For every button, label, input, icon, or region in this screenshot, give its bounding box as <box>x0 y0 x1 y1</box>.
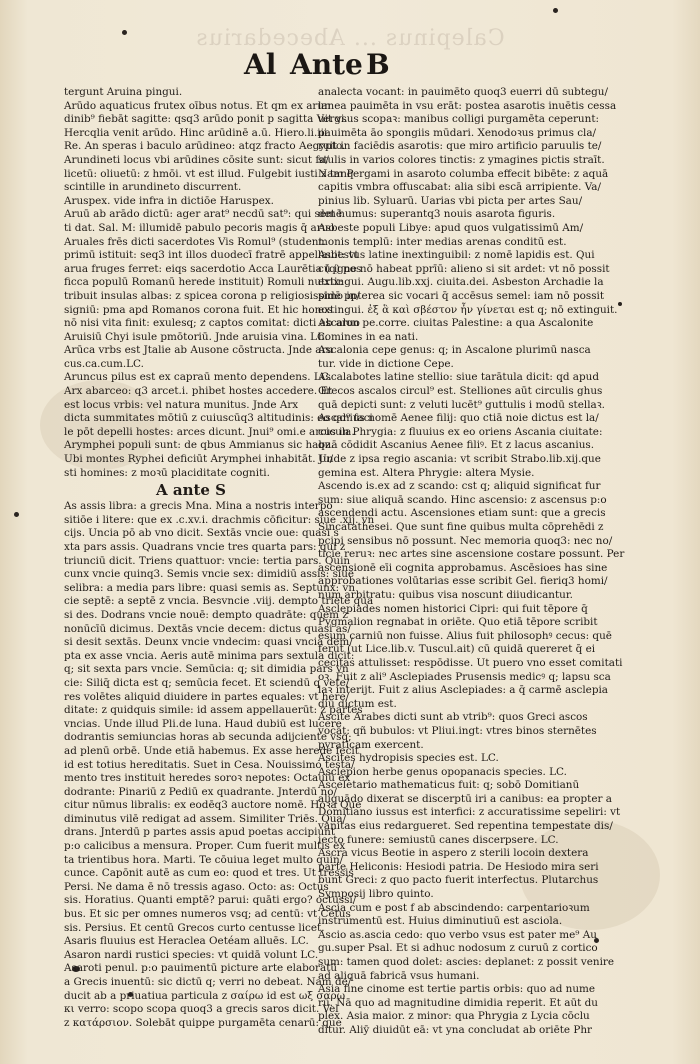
text-line: dicta summitates mōtiū z cuiuscūq3 altitudinis: eo qd⁹ faci <box>64 412 373 425</box>
text-line: iecto funere: semiustū canes discerpsere. LC. <box>318 833 559 846</box>
text-line: laꝛ interijt. Fuit z alius Asclepiades: a q̄ carmē asclepia <box>318 684 608 697</box>
text-line: Grecos ascalos circul⁹ est. Stelliones aūt circulis ghus <box>318 385 603 398</box>
text-line: Arx abarceo: q3 arcet.i. phibet hostes accedere. Et <box>64 385 333 398</box>
text-line: p:o calicibus a mensura. Proper. Cum fuerit multis ex <box>64 840 346 853</box>
text-line: sitiōe i litere: que ex .c.xv.i. drachmis cōficitur: siue .xij. vn <box>64 513 375 526</box>
text-line: homines in ea nati. <box>318 330 419 343</box>
text-line: Aruū ab arādo dictū: ager arat⁹ necdū sat⁹: qui semē <box>64 208 343 221</box>
text-line: extingui. ἐξ ἃ καὶ σβέστον ἦν γίνεται est q; nō extinguit. <box>318 303 618 316</box>
text-line: Unde z ipsa regio ascania: vt scribit Strabo.lib.xij.que <box>318 453 601 466</box>
text-line: nonūcīū dicimus. Dextās vncie decem: dictus quasi as/ <box>64 622 351 635</box>
text-line: cus.ca.cum.LC. <box>64 357 144 370</box>
section-heading: A ante S <box>155 481 226 500</box>
text-line: arua fruges ferret: eiqs sacerdotio Acca Laurētia (q) pos <box>64 262 362 275</box>
text-line: tribuit insulas albas: z spicea corona p religiosissimo in/ <box>64 289 360 302</box>
text-line: Asclepion herbe genus opopanacis species. LC. <box>318 765 567 778</box>
text-line: instrumentū est. Huius diminutiuū est asciola. <box>318 915 563 928</box>
text-line: Ubi montes Ryphei deficiūt Arymphei inhabitāt. Ju/ <box>64 453 334 466</box>
text-line: bunt Greci: z quo pacto fuerit interfectus. Plutarchus <box>318 874 599 887</box>
text-line: cie: Siliq̄ dicta est q; semūcia fecet. Et sciendū q vete/ <box>64 676 350 689</box>
text-line: z κατάρσιον. Solebāt quippe purgamēta cenarū: que <box>64 1016 342 1029</box>
text-line: ad plenū orbē. Unde etiā habemus. Ex asse herede fecit <box>64 744 359 757</box>
header-left: Al <box>244 48 277 81</box>
text-line: mento tres instituit heredes soroꝛ nepotes: Octauiū ex <box>64 772 351 785</box>
text-line: Asaron nardi rustici species: vt quidā volunt LC. <box>64 948 319 961</box>
text-line: sum: siue aliquā scando. Hinc ascensio: z ascensus p:o <box>318 493 607 506</box>
text-line: monis templū: inter medias arenas conditū est. <box>318 235 567 248</box>
text-line: Asbestus latine inextinguibil: z nomē lapidis est. Qui <box>318 249 595 262</box>
text-line: parte Heliconis: Hesiodi patria. De Hesiodo mira seri <box>318 860 599 873</box>
text-line: ad aliquā fabricā vsus humani. <box>318 969 480 982</box>
text-line: est locus vrbis: vel natura munitus. Jnde Arx <box>64 398 299 411</box>
text-line: vncias. Unde illud Pli.de luna. Haud dubiū est lucere <box>64 717 342 730</box>
text-line: sti homines: z moꝛū placiditate cogniti. <box>64 466 270 479</box>
text-line: ascendendi actu. Ascensiones etiam sunt: que a grecis <box>318 507 606 520</box>
text-line: Ascra vicus Beotie in aspero z sterili locoin dextera <box>318 847 589 860</box>
text-line: Hercqlia venit arūdo. Hinc arūdinē a.ū. Hiero.li.iii. <box>64 126 331 139</box>
text-line: ficca populū Romanū herede instituit) Romuli nutrix: <box>64 276 343 289</box>
worm-hole <box>14 512 19 517</box>
text-line: cū igne nō habeat pprīū: alieno si sit ardet: vt nō possit <box>318 262 610 275</box>
header-center: Ante <box>290 48 363 81</box>
text-line: Asclepiades nomen historici Cipri: qui fuit tēpore q̄ <box>318 602 588 615</box>
text-line: dodrante: Pinariū z Pediū ex quadrante. Jnterdū no/ <box>64 785 337 798</box>
text-line: ascensionē eīi cognita approbamus. Ascēsioes has sine <box>318 561 608 574</box>
text-line: triunciū dicit. Triens quattuor: vncie: tertia pars. Quin <box>64 554 351 567</box>
text-line: a Grecis inuentū: sic dictū q; verri no debeat. Nam de/ <box>64 976 352 988</box>
right-column <box>318 86 625 1038</box>
text-line: cunx vncie quinq3. Semis vncie sex: dimidiū assis: siue <box>64 568 355 581</box>
text-line: pauimēta āo spongiis mūdari. Xenodoꝛus primus cla/ <box>318 126 597 139</box>
text-line: primū istituit: seq3 int illos duodecī fratrē appellauit: vt <box>64 249 359 262</box>
text-line: si des. Dodrans vncie nouē: dempto quadrāte: quem z <box>64 608 348 621</box>
text-line: Arūdo aquaticus frutex oībus notus. Et qm ex arun <box>64 99 331 112</box>
text-line: sis. Persius. Et centū Grecos curto centusse licet. <box>64 921 325 934</box>
text-line: pinius lib. Syluarū. Uarias vbi picta per artes Sau/ <box>318 194 583 207</box>
text-line: cie septē: a septē z vncia. Besvncie .viij. dempto triete qua <box>64 595 374 608</box>
text-line: uit vsus scopaꝛ: manibus colligi purgamēta ceperunt: <box>318 113 599 126</box>
text-line: ferūt (ut Lice.lib.v. Tuscul.ait) cū quidā quereret q̄ ei <box>318 643 596 656</box>
text-line: ta trientibus hora. Marti. Te cōuiua leget multo quin/ <box>64 853 344 866</box>
text-line: Ascite Arabes dicti sunt ab vtrib⁹: quos Greci ascos <box>318 711 588 724</box>
text-line: vanitas eius redargueret. Sed repentina tempestate dis/ <box>318 820 613 833</box>
text-line: Ascites hydropisis species est. LC. <box>318 752 499 765</box>
text-line: stulis in varios colores tinctis: z ymagines pictis straīt. <box>318 153 605 166</box>
text-line: capitis vmbra offuscabat: alia sibi escā arripiente. Va/ <box>318 181 601 194</box>
text-line: cecitas attulisset: respōdisse. Ut puero vno esset comitati <box>318 656 623 669</box>
text-line: le pōt depelli hostes: arces dicunt. Jnui⁹ omi.e arcicula. <box>64 425 355 438</box>
text-line: xta pars assis. Quadrans vncie tres quarta pars: qui z <box>64 541 346 553</box>
text-line: extingui. Augu.lib.xxj. ciuita.dei. Asbeston Archadie la <box>318 276 604 289</box>
text-line: Arymphei populi sunt: de qbus Ammianus sic habz. <box>64 439 334 452</box>
text-line: si desit sextās. Deunx vncie vndecim: quasi vncia dem/ <box>64 636 353 649</box>
text-line: Arūca vrbs est Jtalie ab Ausone cōstructa. Jnde aru <box>64 344 334 357</box>
text-line: approbationes volūtarias esse scribit Gel. fieriq3 homi/ <box>318 575 608 588</box>
text-line: Ascalonia cepe genus: q; in Ascalone plurimū nasca <box>318 344 591 357</box>
text-line: q; sit sexta pars vncie. Semūcia: q; sit dimidia pars vn <box>64 663 349 676</box>
text-line: Sincatathesei. Que sunt fine quibus multa cōprehēdi z <box>318 521 604 533</box>
text-line: citur nūmus libralis: ex eodēq3 auctore nomē. Hoꝛa Que <box>64 799 362 812</box>
text-line: gu.super Psal. Et si adhuc nodosum z curuū z cortico <box>318 942 598 955</box>
text-line: Aruales frēs dicti sacerdotes Vis Romul⁹ (student. <box>64 235 326 248</box>
text-line: tur. vide in dictione Cepe. <box>318 357 454 370</box>
text-line: quā depicti sunt: z veluti lucēt⁹ guttulis i modū stellaꝛ. <box>318 398 605 411</box>
worm-hole <box>618 302 622 306</box>
text-line: Asaris fluuius est Heraclea Oetéam alluēs. LC. <box>64 935 309 948</box>
text-line: analecta vocant: in pauimēto quoq3 euerri dū subtegu/ <box>318 86 608 98</box>
text-line: sum: tamen quod dolet: ascies: deplanet: z possit venire <box>318 956 615 968</box>
text-line: plex. Asia maior. z minor: qua Phrygia z Lycia cōclu <box>318 1010 590 1023</box>
text-line: scintille in arundineto discurrent. <box>64 181 242 194</box>
text-line: pcipi sensibus nō possunt. Nec memoria quoq3: nec no/ <box>318 534 613 547</box>
text-line: det humus: superantq3 nouis asarota figuris. <box>318 208 556 221</box>
text-line: Pygmalion regnabat in oriēte. Quo etiā tēpore scribit <box>318 616 598 629</box>
text-line: κι verro: scopo scopa quoq3 a grecis saros dicit. Vel <box>64 1003 339 1016</box>
text-line: cus in Phrygia: z fluuius ex eo oriens Ascania ciuitate: <box>318 425 603 438</box>
text-line: gemina est. Altera Phrygie: altera Mysie. <box>318 466 535 479</box>
text-line: Aruspex. vide infra in dictiōe Haruspex. <box>64 194 274 207</box>
text-line: ditur. Aliȳ diuidūt eā: vt yna concludat ab oriēte Phr <box>318 1023 593 1036</box>
text-line: rū. Nā quo ad magnitudine dimidia reperit. Et aūt du <box>318 996 598 1009</box>
text-line: Domitiano iussus est interfici: z accuratissime sepeliri: vt <box>318 806 621 819</box>
text-line: Asbeste populi Libye: apud quos vulgatissimū Am/ <box>318 221 584 234</box>
text-line: Ascanius nomē Aenee filij: quo ctiā noie dictus est la/ <box>318 412 599 425</box>
text-line: diū dictum est. <box>318 697 397 710</box>
text-line: Ascalabotes latine stellio: siue tarātula dicit: qd apud <box>318 371 599 384</box>
text-line: res volētes aliquid diuidere in partes equales: vt here/ <box>64 690 350 703</box>
worm-hole <box>553 8 558 13</box>
text-line: cunce. Capōnit autē as cum eo: quod et tres. Ut tressis <box>64 867 354 880</box>
text-line: Symposij libro quinto. <box>318 888 434 901</box>
text-line: ditate: z quidquis simile: id assem appellauerūt: z partes <box>64 704 363 717</box>
text-line: id est totius hereditatis. Suet in Cesa. Nouissimo testa/ <box>64 758 355 771</box>
text-line: signiū: pma apd Romanos corona fuit. Et hic honos <box>64 303 333 316</box>
running-header <box>0 48 700 84</box>
text-line: cijs. Uncia pō ab vno dicit. Sextās vncie oue: quasi s <box>64 527 339 540</box>
text-line: dodrantis semiuncias horas ab secunda adijciente vsq; <box>64 731 352 744</box>
text-line: Asceletario mathematicus fuit: q; sobō Domitianū <box>318 779 580 792</box>
text-line: ti dat. Sal. M: illumidē pabulo pecoris magis q̄ aruo <box>64 221 335 234</box>
text-line: esum carniū non fuisse. Alius fuit philosophꝰ cecus: quē <box>318 629 612 642</box>
text-line: num arbitratu: quibus visa noscunt diiudicantur. <box>318 588 573 601</box>
text-line: ducit ab a priuatiua particula z σαίρω id est ωξ σαρω <box>64 989 346 1002</box>
header-right: B <box>366 48 390 81</box>
text-line: drans. Jnterdū p partes assis apud poetas accipiunt <box>64 826 336 839</box>
text-line: aliquādo dixerat se discerptū iri a canibus: ea propter a <box>318 792 612 805</box>
text-line: Ascalon pe.corre. ciuitas Palestine: a qua Ascalonite <box>318 317 594 330</box>
text-line: ruit in faciēdis asarotis: que miro artificio paruulis te/ <box>318 140 602 153</box>
text-line: sis. Horatius. Quanti emptē? parui: quāti ergo? octussi/ <box>64 894 357 907</box>
text-line: bus. Et sic per omnes numeros vsq; ad centū: vt Cētus <box>64 908 351 921</box>
text-line: Arundineti locus vbi arūdines cōsite sunt: sicut fa/ <box>64 153 329 166</box>
text-line: licetū: oliuetū: z hmōi. vt est illud. Fulgebit iusti z tanq̄ <box>64 167 354 180</box>
text-line: pidē ppterea sic vocari q̄ accēsus semel: iam nō possit <box>318 289 605 302</box>
text-line: Ascio as.ascia cedo: quo verbo vsus est pater me⁹ Au <box>318 928 597 941</box>
text-line: Persi. Ne dama ē nō tressis agaso. Octo: as: Octus <box>64 880 329 893</box>
text-line: selibra: a media pars libre: quasi semis as. Septunx: vn <box>64 581 356 594</box>
show-through-text: Calepinus ... Abecedarius <box>195 26 505 51</box>
text-line: Ascendo is.ex ad z scando: cst q; aliquid significat fur <box>318 480 601 493</box>
right-column-lines <box>318 86 625 1038</box>
text-line: vocāt: qñ bubulos: vt Pliui.ingt: vtres binos sternētes <box>318 724 597 737</box>
text-line: oꝛ. Fuit z ali⁹ Asclepiades Prusensis medicꝰ q; lapsu sca <box>318 670 611 683</box>
text-line: nō nisi vita finit: exulesq; z captos comitat: dicti ab aruo <box>64 317 360 330</box>
text-line: Asia fine cinome est tertie partis orbis: quo ad nume <box>318 983 596 996</box>
text-line: tergunt Aruina pingui. <box>64 86 183 98</box>
text-line: Aruisiū Chyi isule pmōtoriū. Jnde aruisia vina. LC. <box>64 330 328 343</box>
text-line: Aruncus pilus est ex capraū mento dependens. LC. <box>64 371 332 384</box>
text-line: pta ex asse vncia. Aeris autē minima pars sextula dicit: <box>64 649 355 662</box>
text-line: lanea pauimēta in vsu erāt: postea asarotis inuētis cessa <box>318 99 617 112</box>
text-line: Asaroti penul. p:o pauimentū picture arte elaboratū <box>64 962 338 975</box>
text-line: Re. An speras i baculo arūdineo: atqz fracto Aegypto. <box>64 140 346 153</box>
text-line: dinib⁹ fiebāt sagitte: qsq3 arūdo ponit p sagitta Vergi. <box>64 113 348 126</box>
text-line: quā cōdidit Ascanius Aenee filiꝰ. Et z lacus ascanius. <box>318 439 595 452</box>
text-line: Nam Pergami in asaroto columba effecit bibēte: z aquā <box>318 167 609 180</box>
text-line: As assis libra: a grecis Mna. Mina a nostris interpo <box>64 500 333 513</box>
text-line: pyraticam exercent. <box>318 738 424 751</box>
text-line: ticie reruꝛ: nec artes sine ascensione costare possunt. Per <box>318 548 625 561</box>
text-line: Ascia cum e post f ab abscindendo: carpentarioꝛum <box>318 901 590 914</box>
text-line: diminutus vilē redigat ad assem. Similiter Triēs. Qua/ <box>64 812 347 825</box>
